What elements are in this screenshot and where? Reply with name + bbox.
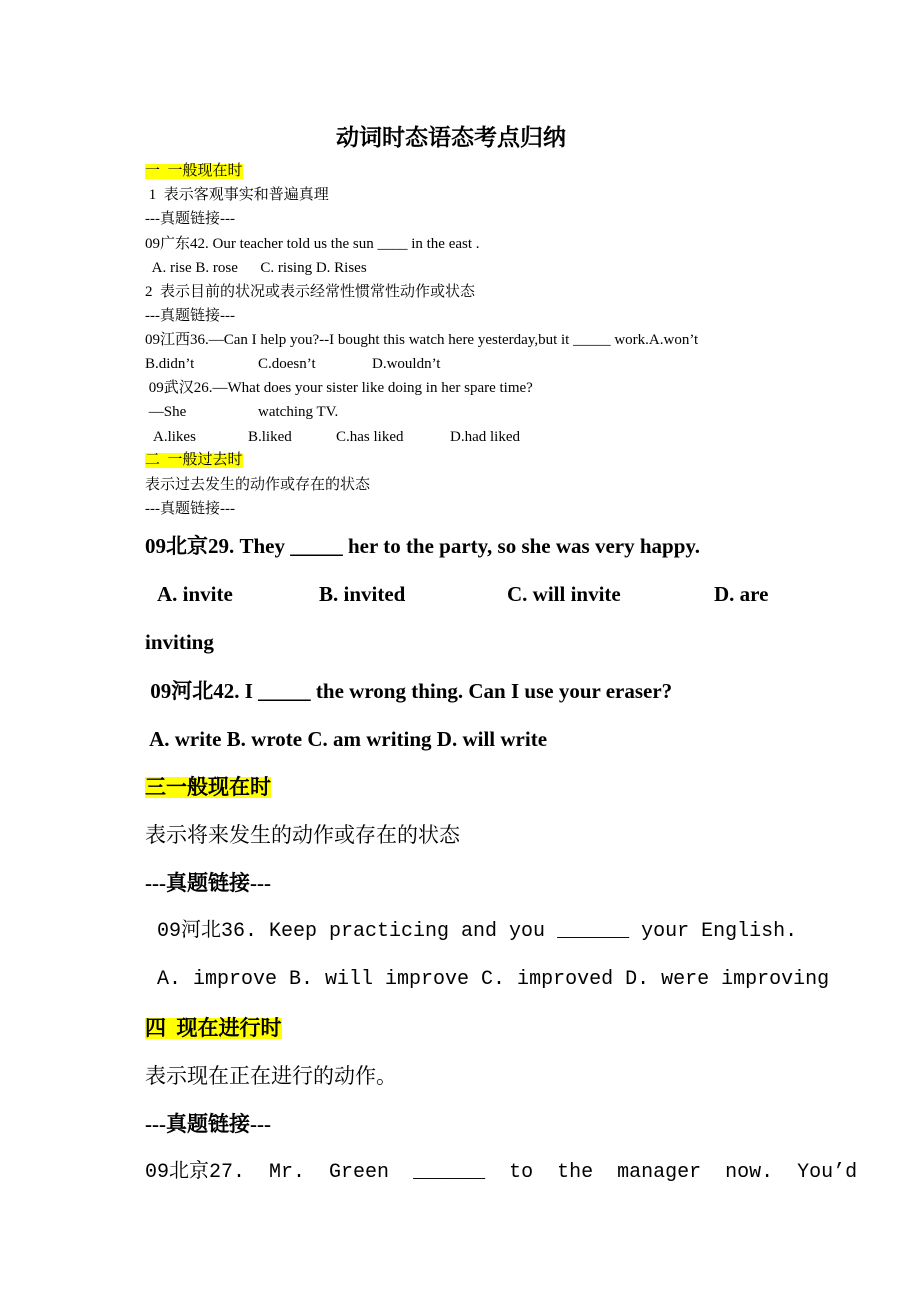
section-2-description: 表示过去发生的动作或存在的状态 <box>145 477 371 493</box>
question-wuhan-26-option-a: A.likes <box>153 429 196 445</box>
question-wuhan-26-answer-b: watching TV. <box>258 404 339 420</box>
question-beijing-27 <box>145 1163 857 1183</box>
question-beijing-27-tail: to the manager now. You’d <box>509 1161 858 1184</box>
section-4-link: ---真题链接--- <box>145 1112 271 1136</box>
question-beijing-29-option-b: B. invited <box>319 582 406 606</box>
question-guangdong-42: 09广东42. Our teacher told us the sun ____ in the east . <box>145 236 480 252</box>
question-wuhan-26-answer-a: —She <box>145 404 187 420</box>
question-beijing-29-option-d: D. are <box>714 582 769 606</box>
question-hebei-36-stem: 09河北36. Keep practicing and you <box>145 920 546 943</box>
section-1-link-1: ---真题链接--- <box>145 211 235 227</box>
question-wuhan-26-option-c: C.has liked <box>336 429 404 445</box>
section-4-heading: 四 现在进行时 <box>145 1016 282 1040</box>
section-3-link: ---真题链接--- <box>145 871 271 895</box>
question-beijing-29-option-c: C. will invite <box>507 582 621 606</box>
question-hebei-36 <box>145 922 797 942</box>
question-beijing-29-option-d-wrap: inviting <box>145 630 214 654</box>
question-hebei-42: 09河北42. I _____ the wrong thing. Can I use your eraser? <box>145 679 673 703</box>
section-3-description: 表示将来发生的动作或存在的状态 <box>145 823 460 847</box>
document-title: 动词时态语态考点归纳 <box>336 125 566 150</box>
section-1-heading: 一 一般现在时 <box>145 163 243 179</box>
section-2-heading: 二 一般过去时 <box>145 452 243 468</box>
question-hebei-36-options: A. improve B. will improve C. improved D. were improving <box>145 968 830 991</box>
question-wuhan-26: 09武汉26.—What does your sister like doing in her spare time? <box>145 380 533 396</box>
section-3-heading: 三一般现在时 <box>145 775 271 799</box>
question-guangdong-42-options: A. rise B. rose C. rising D. Rises <box>145 260 367 276</box>
question-jiangxi-36: 09江西36.—Can I help you?--I bought this watch here yesterday,but it _____ work.A.won’t <box>145 332 699 348</box>
question-beijing-29: 09北京29. They _____ her to the party, so she was very happy. <box>145 534 700 558</box>
question-hebei-36-tail: your English. <box>629 920 798 943</box>
question-hebei-36-blank: ______ <box>557 920 630 943</box>
question-jiangxi-36-option-d: D.wouldn’t <box>372 356 441 372</box>
section-1-point-1: 1 表示客观事实和普遍真理 <box>145 187 329 203</box>
question-beijing-29-option-a: A. invite <box>157 582 233 606</box>
question-beijing-27-head: 09北京27. Mr. Green <box>145 1161 390 1184</box>
section-4-description: 表示现在正在进行的动作。 <box>145 1064 397 1088</box>
section-2-link: ---真题链接--- <box>145 501 235 517</box>
question-hebei-42-options: A. write B. wrote C. am writing D. will write <box>145 727 548 751</box>
question-beijing-27-blank: ______ <box>413 1161 486 1184</box>
question-wuhan-26-option-b: B.liked <box>248 429 292 445</box>
question-jiangxi-36-option-c: C.doesn’t <box>258 356 316 372</box>
question-jiangxi-36-option-b: B.didn’t <box>145 356 195 372</box>
section-1-link-2: ---真题链接--- <box>145 308 235 324</box>
section-1-point-2: 2 表示目前的状况或表示经常性惯常性动作或状态 <box>145 284 476 300</box>
question-wuhan-26-option-d: D.had liked <box>450 429 520 445</box>
